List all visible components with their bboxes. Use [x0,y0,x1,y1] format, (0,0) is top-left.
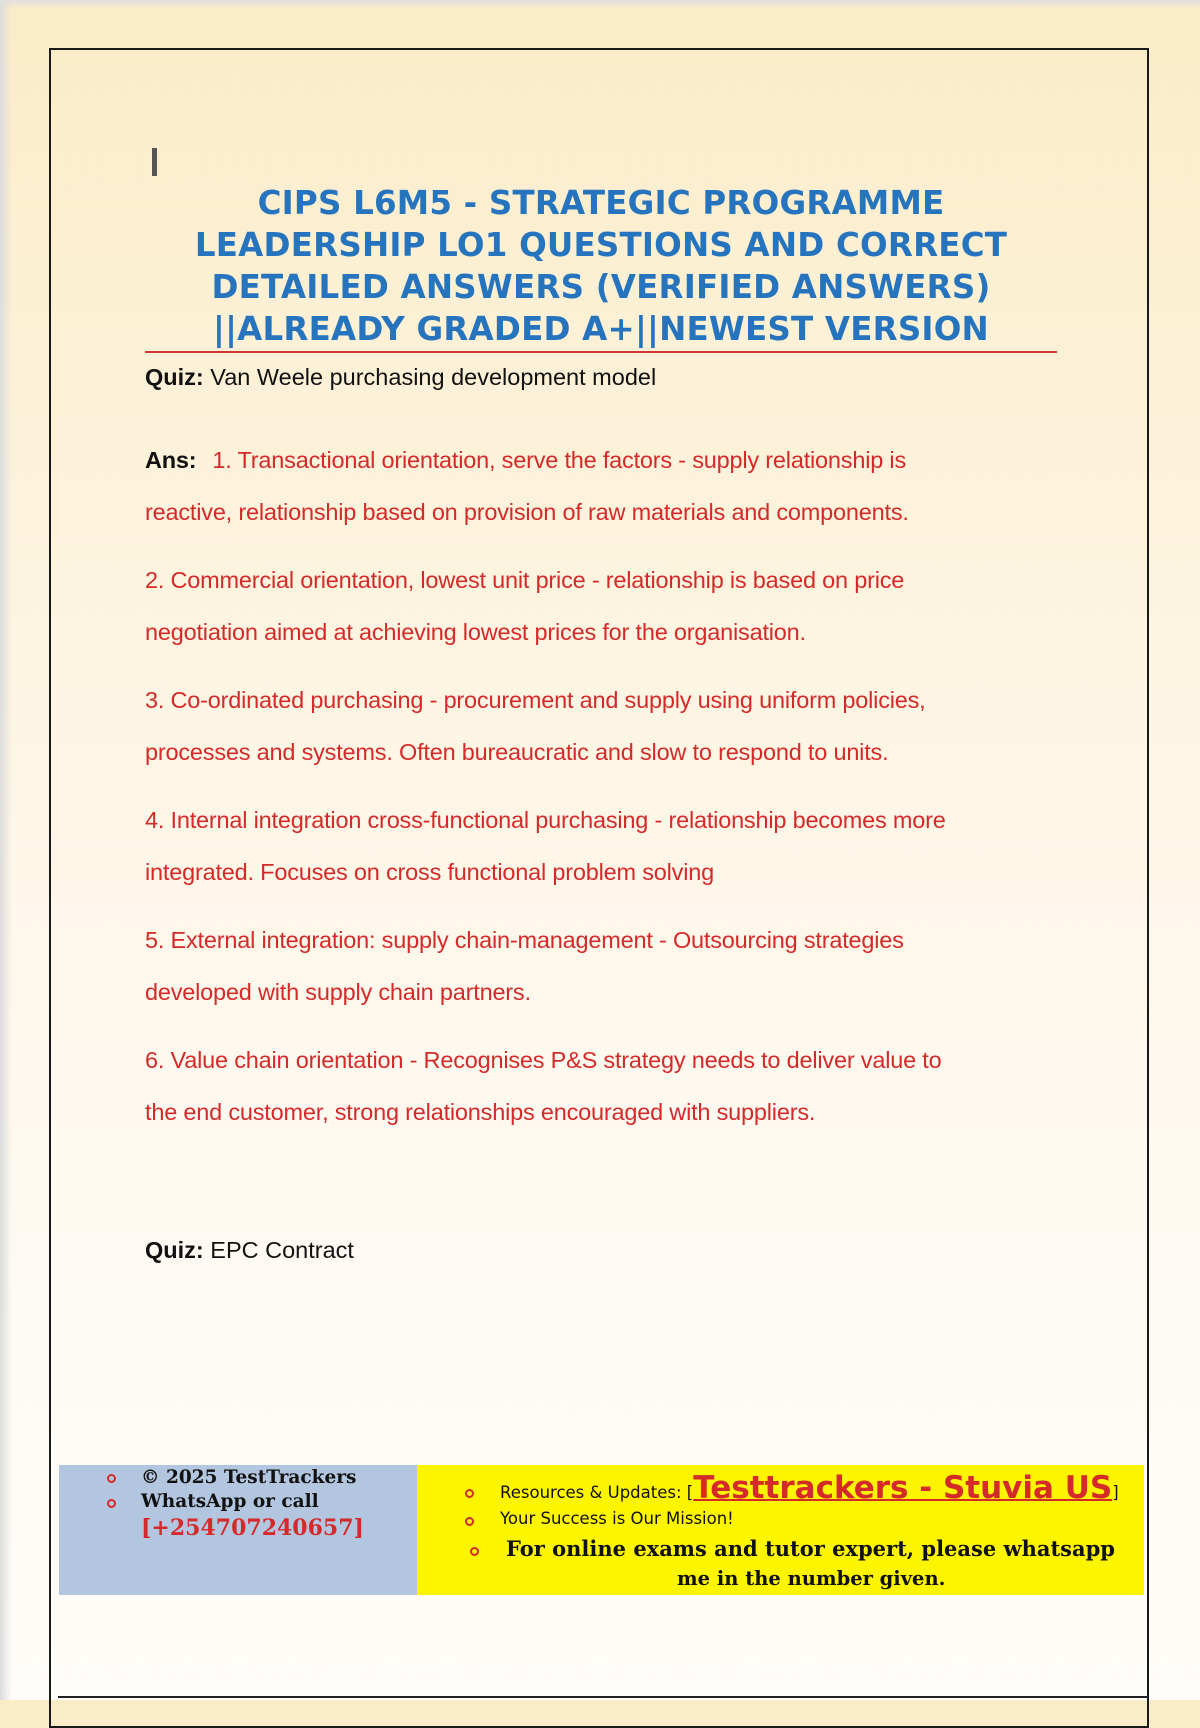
resources-link[interactable]: Testtrackers - Stuvia US [693,1470,1113,1506]
bullet-icon [465,1517,474,1526]
footer-contact-box [59,1465,417,1595]
text-cursor-mark [152,148,157,176]
answer-5-line-2: developed with supply chain partners. [145,979,531,1005]
quiz-2 [145,1237,354,1264]
document-title [145,182,1057,350]
title-line-3: DETAILED ANSWERS (VERIFIED ANSWERS) [211,268,991,306]
page-top-shadow [0,0,1200,8]
bullet-icon [465,1489,474,1498]
bullet-icon [470,1547,479,1556]
answer-5-line-1: 5. External integration: supply chain-management - Outsourcing strategies [145,927,904,953]
bullet-icon [107,1474,116,1483]
answer-3 [145,674,1065,778]
answer-4-line-2: integrated. Focuses on cross functional problem solving [145,859,714,885]
answer-4-line-1: 4. Internal integration cross-functional purchasing - relationship becomes more [145,807,946,833]
answer-6 [145,1034,1065,1138]
title-line-2: LEADERSHIP LO1 QUESTIONS AND CORRECT [194,226,1008,264]
bullet-icon [107,1499,116,1508]
title-line-1: CIPS L6M5 - STRATEGIC PROGRAMME [257,184,945,222]
phone-number[interactable]: [+254707240657] [141,1515,364,1541]
resources-close: ] [1112,1483,1119,1502]
exam-line-2: me in the number given. [677,1567,946,1590]
footer-info-box [417,1465,1144,1595]
answer-4 [145,794,1065,898]
answer-1-line-1: 1. Transactional orientation, serve the factors - supply relationship is [212,447,906,473]
ans-label: Ans: [145,447,197,473]
page-left-shadow [0,0,12,1700]
answer-3-line-2: processes and systems. Often bureaucratic and slow to respond to units. [145,739,889,765]
copyright-text: © 2025 TestTrackers [141,1467,357,1488]
answer-5 [145,914,1065,1018]
whatsapp-text: WhatsApp or call [141,1491,319,1512]
quiz-2-text: EPC Contract [210,1237,354,1263]
title-underline [145,351,1057,353]
answer-6-line-1: 6. Value chain orientation - Recognises P&S strategy needs to deliver value to [145,1047,942,1073]
title-line-4: ||ALREADY GRADED A+||NEWEST VERSION [213,310,989,348]
exam-line-1: For online exams and tutor expert, please whatsapp [506,1536,1115,1561]
quiz-label: Quiz: [145,364,204,390]
answer-3-line-1: 3. Co-ordinated purchasing - procurement and supply using uniform policies, [145,687,926,713]
resources-line [500,1470,1119,1506]
quiz-2-label: Quiz: [145,1237,204,1263]
quiz-1-text: Van Weele purchasing development model [210,364,657,390]
mission-text: Your Success is Our Mission! [500,1509,734,1528]
answer-2-line-2: negotiation aimed at achieving lowest prices for the organisation. [145,619,806,645]
bottom-rule [58,1696,1148,1698]
resources-label: Resources & Updates: [ [500,1483,694,1502]
answer-2 [145,554,1065,658]
answer-1-line-2: reactive, relationship based on provision of raw materials and components. [145,499,909,525]
answer-6-line-2: the end customer, strong relationships encouraged with suppliers. [145,1099,816,1125]
answer-1 [145,434,1065,538]
answer-2-line-1: 2. Commercial orientation, lowest unit price - relationship is based on price [145,567,905,593]
quiz-1 [145,364,656,391]
